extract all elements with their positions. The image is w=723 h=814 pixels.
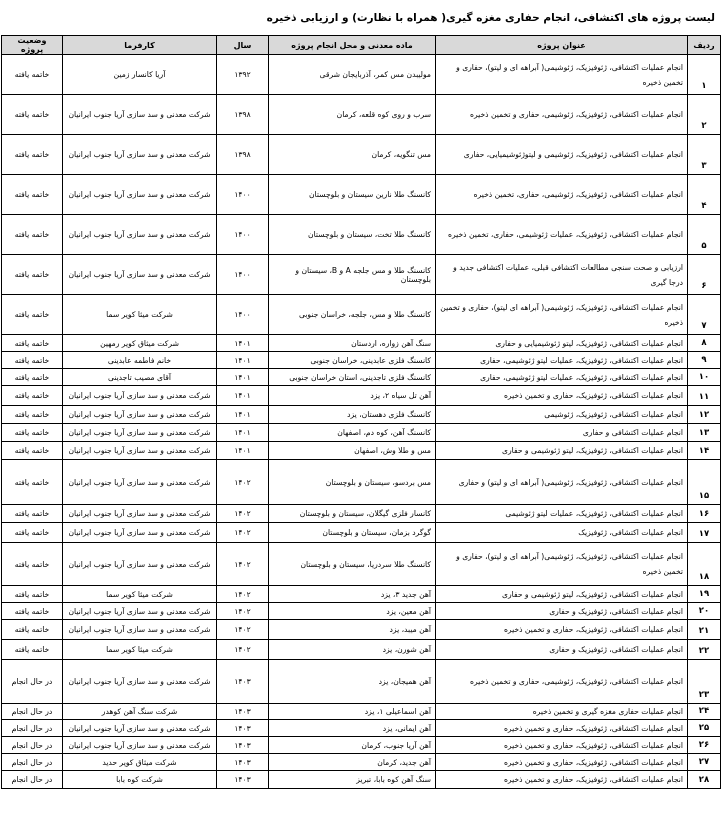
table-row xyxy=(2,95,721,135)
row-number: ۱ xyxy=(688,55,721,95)
project-year: ۱۴۰۱ xyxy=(217,352,269,369)
project-title: انجام عملیات اکتشافی، ژئوفیزیک، ژئوشیمی( آبراهه ای لیتو)، حفاری و تخمین ذخیره xyxy=(436,295,688,335)
project-title: انجام عملیات اکتشافی، ژئوفیزیک و حفاری xyxy=(436,640,688,660)
project-status: در حال انجام xyxy=(2,660,63,704)
project-status: خاتمه یافته xyxy=(2,460,63,505)
project-year: ۱۴۰۱ xyxy=(217,386,269,406)
project-title: انجام عملیات اکتشافی، ژئوفیزیک، عملیات لیتو ژئوشیمی، حفاری xyxy=(436,352,688,369)
project-employer: شرکت معدنی و سد سازی آریا جنوب ایرانیان xyxy=(63,460,217,505)
project-title: انجام عملیات اکتشافی، ژئوفیزیک، ژئوشیمی( آبراهه ای و لیتو) و حفاری xyxy=(436,460,688,505)
row-number: ۲۸ xyxy=(688,771,721,789)
project-status: در حال انجام xyxy=(2,737,63,754)
project-title: انجام عملیات اکتشافی، ژئوفیزیک، ژئوشیمی( آبراهه ای و لیتو)، حفاری و تخمین ذخیره xyxy=(436,543,688,586)
project-location: کانسنگ طلا و مس، جلجه، خراسان جنوبی xyxy=(269,295,436,335)
project-year: ۱۴۰۳ xyxy=(217,660,269,704)
project-location: کانسنگ آهن، کوه دم، اصفهان xyxy=(269,424,436,442)
project-status: خاتمه یافته xyxy=(2,640,63,660)
table-row xyxy=(2,406,721,424)
table-row xyxy=(2,352,721,369)
project-year: ۱۴۰۳ xyxy=(217,704,269,720)
project-employer: شرکت سنگ آهن کوهدر xyxy=(63,704,217,720)
project-status: خاتمه یافته xyxy=(2,620,63,640)
project-employer: شرکت میثاق کویر حدید xyxy=(63,754,217,771)
project-title: انجام عملیات اکتشافی، ژئوفیزیک، لیتو ژئوشیمیایی و حفاری xyxy=(436,335,688,352)
project-employer: شرکت معدنی و سد سازی آریا جنوب ایرانیان xyxy=(63,424,217,442)
project-title: انجام عملیات اکتشافی، ژئوفیزیک، حفاری و تخمین ذخیره xyxy=(436,620,688,640)
project-employer: شرکت کوه بابا xyxy=(63,771,217,789)
project-employer: شرکت معدنی و سد سازی آریا جنوب ایرانیان xyxy=(63,95,217,135)
table-row xyxy=(2,460,721,505)
project-employer: شرکت معدنی و سد سازی آریا جنوب ایرانیان xyxy=(63,406,217,424)
project-year: ۱۴۰۲ xyxy=(217,586,269,603)
table-row xyxy=(2,55,721,95)
project-title: انجام عملیات اکتشافی، ژئوفیزیک، ژئوشیمی( آبراهه ای و لیتو)، حفاری و تخمین ذخیره xyxy=(436,55,688,95)
project-year: ۱۴۰۲ xyxy=(217,620,269,640)
project-year: ۱۴۰۲ xyxy=(217,543,269,586)
project-status: خاتمه یافته xyxy=(2,442,63,460)
project-location: سنگ آهن کوه بابا، تبریز xyxy=(269,771,436,789)
row-number: ۸ xyxy=(688,335,721,352)
table-row xyxy=(2,424,721,442)
project-title: انجام عملیات اکتشافی، ژئوفیزیک، ژئوشیمی، حفاری و تخمین ذخیره xyxy=(436,95,688,135)
project-year: ۱۴۰۱ xyxy=(217,442,269,460)
project-title: انجام عملیات حفاری مغزه گیری و تخمین ذخیره xyxy=(436,704,688,720)
project-status: در حال انجام xyxy=(2,704,63,720)
project-employer: شرکت معدنی و سد سازی آریا جنوب ایرانیان xyxy=(63,620,217,640)
row-number: ۲۴ xyxy=(688,704,721,720)
project-location: آهن جدید ۳، یزد xyxy=(269,586,436,603)
header-employer: کارفرما xyxy=(63,36,217,55)
row-number: ۱۲ xyxy=(688,406,721,424)
project-location: آهن میبد، یزد xyxy=(269,620,436,640)
project-year: ۱۴۰۲ xyxy=(217,523,269,543)
project-location: کانسنگ فلزی دهستان، یزد xyxy=(269,406,436,424)
row-number: ۲۱ xyxy=(688,620,721,640)
project-location: مس بردسو، سیستان و بلوچستان xyxy=(269,460,436,505)
row-number: ۲۵ xyxy=(688,720,721,737)
project-location: سرب و روی کوه قلعه، کرمان xyxy=(269,95,436,135)
table-row xyxy=(2,215,721,255)
header-status: وضعیت پروژه xyxy=(2,36,63,55)
project-employer: شرکت معدنی و سد سازی آریا جنوب ایرانیان xyxy=(63,135,217,175)
project-year: ۱۴۰۲ xyxy=(217,640,269,660)
table-row xyxy=(2,135,721,175)
project-location: مولیبدن مس کمر، آذربایجان شرقی xyxy=(269,55,436,95)
project-employer: شرکت معدنی و سد سازی آریا جنوب ایرانیان xyxy=(63,543,217,586)
project-status: خاتمه یافته xyxy=(2,295,63,335)
project-location: گوگرد بزمان، سیستان و بلوچستان xyxy=(269,523,436,543)
project-location: آهن آریا جنوب، کرمان xyxy=(269,737,436,754)
project-year: ۱۴۰۰ xyxy=(217,175,269,215)
project-status: خاتمه یافته xyxy=(2,406,63,424)
row-number: ۲۲ xyxy=(688,640,721,660)
project-employer: آقای مصیب تاجدینی xyxy=(63,369,217,386)
project-employer: شرکت معدنی و سد سازی آریا جنوب ایرانیان xyxy=(63,255,217,295)
project-status: خاتمه یافته xyxy=(2,55,63,95)
table-row xyxy=(2,640,721,660)
header-location: ماده معدنی و محل انجام پروژه xyxy=(269,36,436,55)
header-title: عنوان پروژه xyxy=(436,36,688,55)
row-number: ۲۶ xyxy=(688,737,721,754)
project-status: خاتمه یافته xyxy=(2,255,63,295)
project-year: ۱۴۰۳ xyxy=(217,737,269,754)
project-year: ۱۴۰۰ xyxy=(217,255,269,295)
row-number: ۱۱ xyxy=(688,386,721,406)
row-number: ۱۶ xyxy=(688,505,721,523)
project-location: کانسنگ فلزی تاجدینی، استان خراسان جنوبی xyxy=(269,369,436,386)
table-row xyxy=(2,603,721,620)
header-year: سال xyxy=(217,36,269,55)
project-employer: شرکت معدنی و سد سازی آریا جنوب ایرانیان xyxy=(63,603,217,620)
project-year: ۱۴۰۳ xyxy=(217,754,269,771)
project-status: خاتمه یافته xyxy=(2,424,63,442)
project-employer: آریا کانسار زمین xyxy=(63,55,217,95)
row-number: ۱۵ xyxy=(688,460,721,505)
project-title: انجام عملیات اکتشافی، ژئوفیزیک، عملیات لیتو ژئوشیمی، حفاری xyxy=(436,369,688,386)
project-employer: شرکت معدنی و سد سازی آریا جنوب ایرانیان xyxy=(63,442,217,460)
table-row xyxy=(2,255,721,295)
row-number: ۷ xyxy=(688,295,721,335)
project-status: خاتمه یافته xyxy=(2,369,63,386)
project-status: خاتمه یافته xyxy=(2,505,63,523)
project-employer: شرکت میثاق کویر رمهین xyxy=(63,335,217,352)
project-title: انجام عملیات اکتشافی، ژئوفیزیک، حفاری و تخمین ذخیره xyxy=(436,386,688,406)
table-row xyxy=(2,660,721,704)
project-year: ۱۳۹۲ xyxy=(217,55,269,95)
project-year: ۱۴۰۱ xyxy=(217,424,269,442)
project-title: انجام عملیات اکتشافی، ژئوفیزیک، عملیات ژئوشیمی، حفاری، تخمین ذخیره xyxy=(436,215,688,255)
project-employer: شرکت معدنی و سد سازی آریا جنوب ایرانیان xyxy=(63,215,217,255)
project-location: مس تنگویه، کرمان xyxy=(269,135,436,175)
row-number: ۱۳ xyxy=(688,424,721,442)
project-location: کانسنگ طلا و مس جلجه A و B، سیستان و بلوچستان xyxy=(269,255,436,295)
row-number: ۹ xyxy=(688,352,721,369)
project-employer: خانم فاطمه عابدینی xyxy=(63,352,217,369)
project-employer: شرکت معدنی و سد سازی آریا جنوب ایرانیان xyxy=(63,386,217,406)
table-row xyxy=(2,720,721,737)
project-title: انجام عملیات اکتشافی و حفاری xyxy=(436,424,688,442)
project-title: انجام عملیات اکتشافی، ژئوفیزیک، ژئوشیمی و لیتوژئوشیمیایی، حفاری xyxy=(436,135,688,175)
project-title: انجام عملیات اکتشافی، ژئوفیزیک، ژئوشیمی xyxy=(436,406,688,424)
project-employer: شرکت معدنی و سد سازی آریا جنوب ایرانیان xyxy=(63,175,217,215)
table-row xyxy=(2,754,721,771)
project-title: انجام عملیات اکتشافی، ژئوفیزیک، حفاری و تخمین ذخیره xyxy=(436,720,688,737)
project-location: آهن تل سیاه ۲، یزد xyxy=(269,386,436,406)
project-year: ۱۴۰۲ xyxy=(217,505,269,523)
project-year: ۱۴۰۱ xyxy=(217,335,269,352)
project-status: خاتمه یافته xyxy=(2,95,63,135)
project-location: آهن ایمانی، یزد xyxy=(269,720,436,737)
table-row xyxy=(2,771,721,789)
project-location: سنگ آهن زواره، اردستان xyxy=(269,335,436,352)
project-employer: شرکت میثا کویر سما xyxy=(63,640,217,660)
project-year: ۱۴۰۰ xyxy=(217,295,269,335)
project-status: خاتمه یافته xyxy=(2,523,63,543)
table-row xyxy=(2,737,721,754)
table-row xyxy=(2,620,721,640)
project-status: خاتمه یافته xyxy=(2,603,63,620)
project-location: آهن جدید، کرمان xyxy=(269,754,436,771)
project-status: در حال انجام xyxy=(2,754,63,771)
row-number: ۱۸ xyxy=(688,543,721,586)
table-row xyxy=(2,386,721,406)
project-title: انجام عملیات اکتشافی، ژئوفیزیک، ژئوشیمی، حفاری و تخمین ذخیره xyxy=(436,660,688,704)
project-status: خاتمه یافته xyxy=(2,386,63,406)
table-header-row xyxy=(2,36,721,55)
row-number: ۱۷ xyxy=(688,523,721,543)
table-row xyxy=(2,442,721,460)
project-year: ۱۴۰۱ xyxy=(217,369,269,386)
row-number: ۳ xyxy=(688,135,721,175)
table-row xyxy=(2,295,721,335)
project-employer: شرکت معدنی و سد سازی آریا جنوب ایرانیان xyxy=(63,505,217,523)
project-title: انجام عملیات اکتشافی، ژئوفیزیک xyxy=(436,523,688,543)
row-number: ۱۴ xyxy=(688,442,721,460)
project-location: آهن همیجان، یزد xyxy=(269,660,436,704)
project-status: خاتمه یافته xyxy=(2,543,63,586)
page-title: لیست پروژه های اکتشافی، انجام حفاری مغزه گیری( همراه با نظارت) و ارزیابی ذخیره xyxy=(266,12,715,24)
project-year: ۱۴۰۳ xyxy=(217,771,269,789)
projects-table xyxy=(1,35,721,789)
project-year: ۱۴۰۲ xyxy=(217,460,269,505)
table-row xyxy=(2,369,721,386)
project-location: کانسنگ طلا تخت، سیستان و بلوچستان xyxy=(269,215,436,255)
project-title: انجام عملیات اکتشافی، ژئوفیزیک، لیتو ژئوشیمی و حفاری xyxy=(436,442,688,460)
project-location: کانسنگ فلزی عابدینی، خراسان جنوبی xyxy=(269,352,436,369)
project-title: انجام عملیات اکتشافی، ژئوفیزیک، حفاری و تخمین ذخیره xyxy=(436,771,688,789)
project-title: انجام عملیات اکتشافی، ژئوفیزیک، حفاری و تخمین ذخیره xyxy=(436,737,688,754)
row-number: ۴ xyxy=(688,175,721,215)
row-number: ۶ xyxy=(688,255,721,295)
project-title: ارزیابی و صحت سنجی مطالعات اکتشافی قبلی، عملیات اکتشافی جدید و درجا گیری xyxy=(436,255,688,295)
table-row xyxy=(2,543,721,586)
row-number: ۲۰ xyxy=(688,603,721,620)
project-employer: شرکت معدنی و سد سازی آریا جنوب ایرانیان xyxy=(63,737,217,754)
document-page xyxy=(2,2,721,812)
project-title: انجام عملیات اکتشافی، ژئوفیزیک و حفاری xyxy=(436,603,688,620)
table-row xyxy=(2,175,721,215)
project-year: ۱۴۰۳ xyxy=(217,720,269,737)
project-employer: شرکت میثا کویر سما xyxy=(63,295,217,335)
project-location: آهن معین، یزد xyxy=(269,603,436,620)
project-status: خاتمه یافته xyxy=(2,586,63,603)
project-status: خاتمه یافته xyxy=(2,175,63,215)
header-num: ردیف xyxy=(688,36,721,55)
row-number: ۲۷ xyxy=(688,754,721,771)
project-location: کانسار فلزی گیگلان، سیستان و بلوچستان xyxy=(269,505,436,523)
project-location: کانسنگ طلا سردریا، سیستان و بلوچستان xyxy=(269,543,436,586)
project-employer: شرکت معدنی و سد سازی آریا جنوب ایرانیان xyxy=(63,720,217,737)
table-row xyxy=(2,505,721,523)
project-year: ۱۳۹۸ xyxy=(217,135,269,175)
table-row xyxy=(2,335,721,352)
project-location: کانسنگ طلا نارین سیستان و بلوچستان xyxy=(269,175,436,215)
project-year: ۱۴۰۰ xyxy=(217,215,269,255)
row-number: ۲ xyxy=(688,95,721,135)
project-status: خاتمه یافته xyxy=(2,135,63,175)
project-title: انجام عملیات اکتشافی، ژئوفیزیک، حفاری و تخمین ذخیره xyxy=(436,754,688,771)
project-status: خاتمه یافته xyxy=(2,215,63,255)
project-location: مس و طلا وش، اصفهان xyxy=(269,442,436,460)
table-row xyxy=(2,704,721,720)
project-status: خاتمه یافته xyxy=(2,335,63,352)
project-status: در حال انجام xyxy=(2,720,63,737)
project-location: آهن شورن، یزد xyxy=(269,640,436,660)
row-number: ۱۹ xyxy=(688,586,721,603)
project-year: ۱۴۰۱ xyxy=(217,406,269,424)
project-title: انجام عملیات اکتشافی، ژئوفیزیک، لیتو ژئوشیمی و حفاری xyxy=(436,586,688,603)
project-employer: شرکت معدنی و سد سازی آریا جنوب ایرانیان xyxy=(63,660,217,704)
project-title: انجام عملیات اکتشافی، ژئوفیزیک، عملیات لیتو ژئوشیمی xyxy=(436,505,688,523)
project-location: آهن اسماعیلی ۱، یزد xyxy=(269,704,436,720)
row-number: ۲۳ xyxy=(688,660,721,704)
project-status: در حال انجام xyxy=(2,771,63,789)
project-title: انجام عملیات اکتشافی، ژئوفیزیک، ژئوشیمی، حفاری، تخمین ذخیره xyxy=(436,175,688,215)
project-year: ۱۳۹۸ xyxy=(217,95,269,135)
project-employer: شرکت معدنی و سد سازی آریا جنوب ایرانیان xyxy=(63,523,217,543)
project-employer: شرکت میثا کویر سما xyxy=(63,586,217,603)
row-number: ۵ xyxy=(688,215,721,255)
row-number: ۱۰ xyxy=(688,369,721,386)
table-row xyxy=(2,523,721,543)
table-row xyxy=(2,586,721,603)
project-status: خاتمه یافته xyxy=(2,352,63,369)
project-year: ۱۴۰۲ xyxy=(217,603,269,620)
